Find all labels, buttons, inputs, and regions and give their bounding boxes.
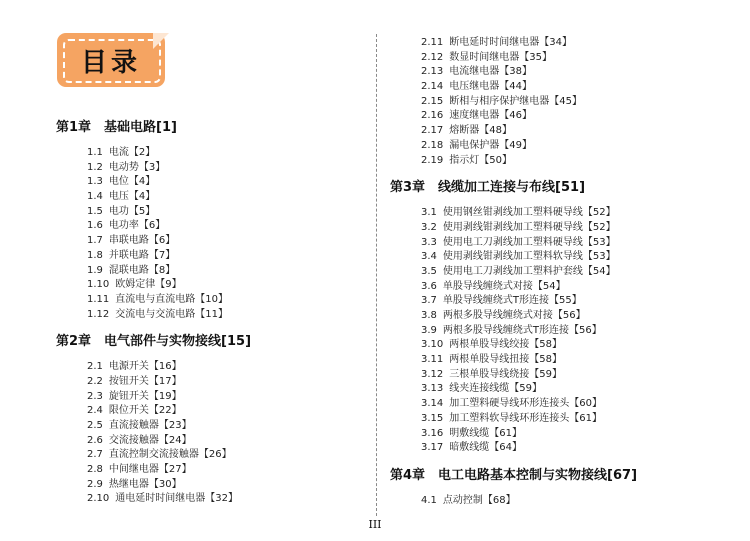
toc-entry-title: 暗敷线缆【64】 — [449, 442, 522, 454]
toc-entry-title: 使用剥线钳剥线加工塑料硬导线【52】 — [442, 221, 616, 233]
toc-entry[interactable] — [56, 360, 366, 375]
toc-entry-title: 速度继电器【46】 — [449, 110, 532, 122]
toc-entry[interactable] — [390, 441, 710, 456]
toc-entry[interactable] — [56, 404, 366, 419]
toc-entry[interactable] — [56, 278, 366, 293]
toc-entry-title: 使用电工刀剥线加工塑料硬导线【53】 — [442, 236, 616, 248]
toc-entry[interactable] — [56, 478, 366, 493]
toc-entry[interactable] — [390, 265, 710, 280]
toc-entry-title: 并联电路【7】 — [108, 249, 176, 261]
toc-entry-number: 2.15 — [421, 95, 444, 107]
toc-entry[interactable] — [390, 294, 710, 309]
toc-entry[interactable] — [390, 280, 710, 295]
toc-entry-number: 2.17 — [421, 125, 444, 137]
toc-entry[interactable] — [390, 124, 710, 139]
toc-entry[interactable] — [390, 139, 710, 154]
toc-entry[interactable] — [390, 95, 710, 110]
toc-entry-title: 明敷线缆【61】 — [449, 427, 522, 439]
toc-entry-number: 2.19 — [421, 154, 444, 166]
toc-entry[interactable] — [390, 36, 710, 51]
toc-entry-title: 单股导线缠绕式对接【54】 — [442, 280, 566, 292]
toc-entry-number: 3.9 — [421, 324, 437, 336]
toc-entry[interactable] — [390, 236, 710, 251]
toc-entry[interactable] — [390, 324, 710, 339]
toc-entry-title: 中间继电器【27】 — [108, 464, 192, 476]
toc-entry[interactable] — [56, 146, 366, 161]
toc-entry[interactable] — [390, 206, 710, 221]
toc-entry-number: 2.2 — [87, 375, 103, 387]
toc-entry-number: 4.1 — [421, 494, 437, 506]
toc-entry-title: 电压继电器【44】 — [449, 81, 532, 93]
toc-entry[interactable] — [390, 109, 710, 124]
toc-entry-number: 1.2 — [87, 161, 103, 173]
toc-entry-number: 1.4 — [87, 191, 103, 203]
toc-chapter-heading[interactable]: 第2章 电气部件与实物接线[15] — [56, 334, 252, 350]
toc-entry[interactable] — [390, 221, 710, 236]
toc-entry[interactable] — [56, 448, 366, 463]
toc-entry-title: 使用剥线钳剥线加工塑料软导线【53】 — [442, 251, 616, 263]
page-curl-icon — [153, 33, 169, 49]
toc-entry-title: 欧姆定律【9】 — [115, 279, 182, 291]
toc-entry-title: 交流接触器【24】 — [108, 434, 192, 446]
toc-entry-title: 电功率【6】 — [108, 220, 166, 232]
toc-entry-number: 3.11 — [421, 354, 444, 366]
toc-entry-title: 熔断器【48】 — [449, 125, 512, 137]
toc-entry-number: 3.15 — [421, 412, 444, 424]
toc-entry-number: 3.14 — [421, 398, 444, 410]
toc-chapter-heading[interactable]: 第3章 线缆加工连接与布线[51] — [390, 180, 586, 196]
toc-entry-title: 三根单股导线绕接【59】 — [449, 368, 562, 380]
toc-entry-title: 断电延时时间继电器【34】 — [449, 37, 572, 48]
toc-entry[interactable] — [56, 249, 366, 264]
toc-entry-number: 3.16 — [421, 427, 444, 439]
toc-entry[interactable] — [56, 434, 366, 449]
toc-entry-number: 3.2 — [421, 221, 437, 233]
toc-entry-number: 2.8 — [87, 464, 103, 476]
toc-entry[interactable] — [390, 368, 710, 383]
toc-entry-number: 3.6 — [421, 280, 437, 292]
toc-entry-title: 使用电工刀剥线加工塑料护套线【54】 — [442, 265, 616, 277]
toc-entry-number: 2.9 — [87, 478, 103, 490]
toc-entry[interactable] — [390, 338, 710, 353]
toc-entry-number: 3.7 — [421, 295, 437, 307]
toc-entry-title: 按钮开关【17】 — [108, 375, 182, 387]
toc-left-column — [56, 118, 366, 507]
toc-entry-number: 1.9 — [87, 264, 103, 276]
toc-entry-title: 直流接触器【23】 — [108, 420, 192, 431]
toc-entry-number: 3.12 — [421, 368, 444, 380]
toc-entry[interactable] — [56, 492, 366, 507]
toc-entry-number: 1.10 — [87, 279, 110, 291]
toc-entry-title: 电动势【3】 — [108, 161, 166, 173]
toc-entry-number: 2.18 — [421, 139, 444, 151]
toc-entry-title: 混联电路【8】 — [108, 264, 176, 276]
toc-entry-title: 电压【4】 — [108, 191, 156, 203]
toc-entry-title: 使用钢丝钳剥线加工塑料硬导线【52】 — [442, 207, 616, 219]
toc-entry-number: 2.6 — [87, 434, 103, 446]
toc-entry[interactable] — [56, 205, 366, 220]
toc-entry-number: 1.6 — [87, 220, 103, 232]
toc-entry-title: 电流继电器【38】 — [449, 66, 532, 78]
toc-entry-title: 两根多股导线缠绕式T形连接【56】 — [442, 324, 602, 336]
toc-entry-number: 3.8 — [421, 310, 437, 321]
toc-entry[interactable] — [56, 390, 366, 405]
toc-entry[interactable] — [390, 51, 710, 66]
toc-entry[interactable] — [56, 234, 366, 249]
toc-entry-number: 3.10 — [421, 339, 444, 351]
toc-entry-title: 直流电与直流电路【10】 — [115, 293, 228, 305]
toc-entry-title: 旋钮开关【19】 — [108, 390, 182, 402]
toc-entry-number: 2.3 — [87, 390, 103, 402]
toc-entry[interactable] — [390, 397, 710, 412]
toc-entry-number: 2.11 — [421, 37, 444, 48]
toc-entry-title: 单股导线缠绕式T形连接【55】 — [442, 295, 582, 307]
toc-entry[interactable] — [56, 293, 366, 308]
toc-entry-title: 电流【2】 — [108, 147, 156, 158]
toc-entry-number: 3.13 — [421, 383, 444, 395]
toc-entry-title: 电功【5】 — [108, 205, 156, 217]
toc-title: 目录 — [80, 47, 141, 78]
toc-entry-title: 两根单股导线绞接【58】 — [449, 339, 562, 351]
toc-entry-title: 电源开关【16】 — [108, 361, 182, 373]
toc-entry-title: 两根多股导线缠绕式对接【56】 — [442, 310, 586, 321]
toc-entry[interactable] — [56, 219, 366, 234]
toc-entry-number: 1.8 — [87, 249, 103, 261]
toc-entry-number: 3.17 — [421, 442, 444, 454]
toc-entry-title: 热继电器【30】 — [108, 478, 182, 490]
toc-entry-number: 2.13 — [421, 66, 444, 78]
toc-entry-number: 2.4 — [87, 405, 103, 417]
toc-badge — [57, 33, 169, 91]
toc-entry-number: 2.12 — [421, 51, 444, 63]
toc-entry-number: 1.7 — [87, 235, 103, 247]
toc-entry-number: 2.5 — [87, 420, 103, 431]
toc-entry[interactable] — [56, 419, 366, 434]
toc-entry-number: 3.3 — [421, 236, 437, 248]
toc-entry-number: 2.10 — [87, 493, 110, 505]
toc-entry-number: 1.5 — [87, 205, 103, 217]
toc-chapter-heading[interactable]: 第4章 电工电路基本控制与实物接线[67] — [390, 467, 638, 483]
toc-entry-title: 两根单股导线扭接【58】 — [449, 354, 562, 366]
column-divider — [376, 34, 377, 516]
toc-chapter-heading[interactable]: 第1章 基础电路[1] — [56, 120, 177, 135]
toc-entry[interactable] — [56, 463, 366, 478]
toc-entry-number: 2.7 — [87, 449, 103, 461]
toc-entry-title: 通电延时时间继电器【32】 — [115, 493, 238, 505]
toc-entry[interactable] — [56, 264, 366, 279]
toc-entry-title: 指示灯【50】 — [449, 154, 512, 166]
toc-entry[interactable] — [56, 308, 366, 323]
toc-entry-number: 2.16 — [421, 110, 444, 122]
toc-entry[interactable] — [390, 250, 710, 265]
toc-entry-title: 串联电路【6】 — [108, 235, 176, 247]
toc-entry-number: 2.14 — [421, 81, 444, 93]
toc-entry[interactable] — [390, 382, 710, 397]
toc-entry-title: 电位【4】 — [108, 176, 156, 188]
toc-entry[interactable] — [56, 161, 366, 176]
toc-entry[interactable] — [56, 375, 366, 390]
toc-entry[interactable] — [390, 427, 710, 442]
toc-entry-number: 1.3 — [87, 176, 103, 188]
toc-entry[interactable] — [390, 309, 710, 324]
toc-entry-number: 3.1 — [421, 207, 437, 219]
toc-entry-number: 3.4 — [421, 251, 437, 263]
toc-entry[interactable] — [390, 65, 710, 80]
toc-entry-title: 限位开关【22】 — [108, 405, 182, 417]
toc-entry-title: 直流控制交流接触器【26】 — [108, 449, 232, 461]
toc-entry-number: 1.11 — [87, 293, 110, 305]
toc-entry-title: 数显时间继电器【35】 — [449, 51, 552, 63]
toc-entry-number: 1.1 — [87, 147, 103, 158]
toc-entry-number: 3.5 — [421, 265, 437, 277]
toc-entry[interactable] — [390, 494, 710, 509]
toc-entry[interactable] — [390, 154, 710, 169]
page-number: III — [368, 518, 382, 531]
toc-entry-title: 加工塑料软导线环形连接头【61】 — [449, 412, 602, 424]
toc-entry-title: 点动控制【68】 — [442, 494, 516, 506]
toc-entry[interactable] — [56, 190, 366, 205]
toc-entry[interactable] — [390, 353, 710, 368]
toc-entry-title: 漏电保护器【49】 — [449, 139, 532, 151]
toc-entry-title: 交流电与交流电路【11】 — [115, 308, 228, 320]
toc-right-column — [390, 36, 710, 509]
toc-entry[interactable] — [390, 80, 710, 95]
toc-entry[interactable] — [390, 412, 710, 427]
toc-entry-title: 加工塑料硬导线环形连接头【60】 — [449, 398, 602, 410]
toc-entry-number: 2.1 — [87, 361, 103, 373]
toc-entry-title: 线夹连接线缆【59】 — [449, 383, 542, 395]
toc-entry[interactable] — [56, 175, 366, 190]
toc-entry-title: 断相与相序保护继电器【45】 — [449, 95, 582, 107]
toc-entry-number: 1.12 — [87, 308, 110, 320]
